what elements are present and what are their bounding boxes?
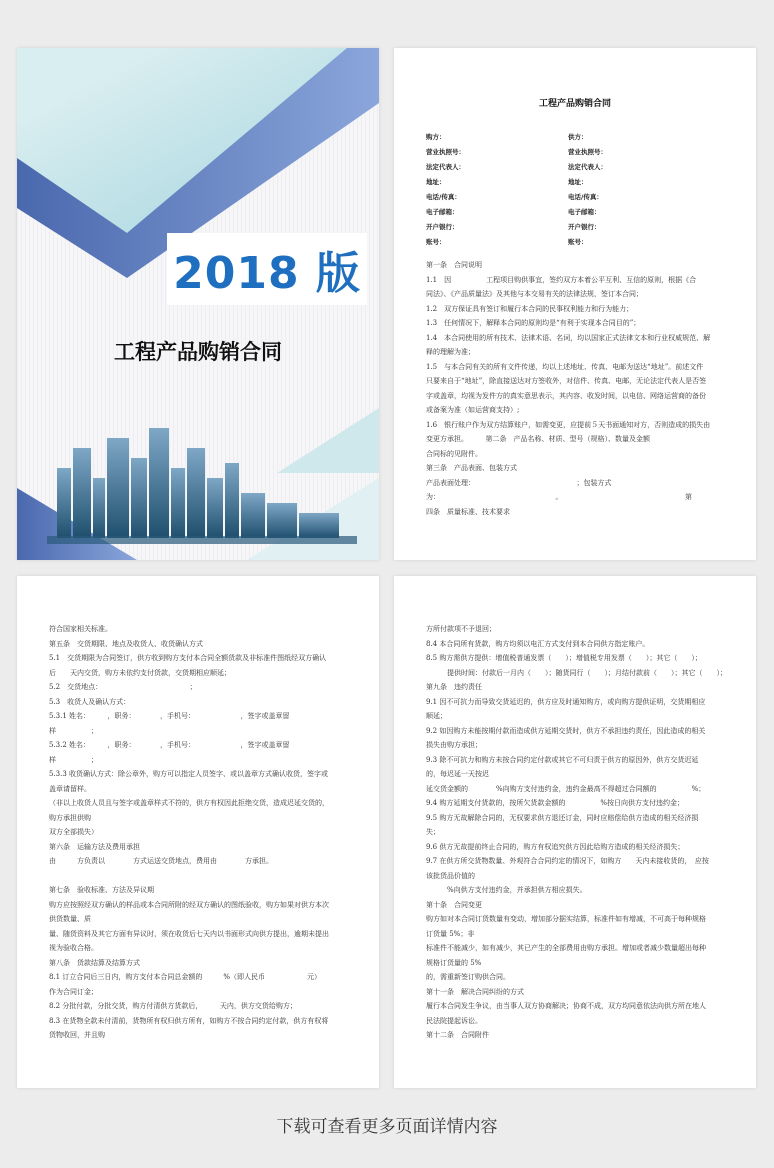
contract-text-line: 8.4 本合同所有货款，购方均须以电汇方式支付到本合同供方指定账户。 <box>426 639 650 648</box>
contract-text-line: 的，需重新签订购供合同。 <box>426 973 510 981</box>
party-info-row <box>426 130 726 145</box>
buyer-field-label: 电话/传真： <box>426 193 461 201</box>
buyer-field-label: 地址： <box>426 178 446 186</box>
contract-text-line: 供货数量、质 <box>49 915 91 923</box>
contract-text-line: 1.6 银行账户作为双方结算账户，如需变更，应提前５天书面通知对方，否则造成的损失由 <box>426 420 711 429</box>
seller-field-label: 法定代表人： <box>568 163 607 171</box>
contract-text-line: 顺延； <box>426 712 447 720</box>
contract-text-line: 购方如对本合同订货数量有变动，增加部分据实结算，标准件如有增减，不可高于每种规格 <box>426 915 706 923</box>
buyer-field-label: 法定代表人： <box>426 163 465 171</box>
contract-text-line: 由 方负责以 方式运送交货地点，费用由 方承担。 <box>49 857 273 865</box>
contract-text-line: 方所付款项不予退回； <box>426 625 496 633</box>
contract-text-line: 释的理解为准； <box>426 348 475 356</box>
document-page-1 <box>394 48 756 560</box>
contract-text-line: 5.2 交货地点： ； <box>49 683 197 691</box>
contract-text-line: 第十一条 解决合同纠纷的方式 <box>426 987 524 996</box>
contract-text-line: 第六条 运输方法及费用承担 <box>49 842 140 851</box>
contract-text-line: 第九条 违约责任 <box>426 683 482 691</box>
contract-text-line: 第八条 货款结算及结算方式 <box>49 958 140 967</box>
contract-text-line: 产品表面处理： ；包装方式 <box>426 478 612 487</box>
contract-text-line: 损失由购方承担； <box>426 741 482 749</box>
contract-text-line: 第十二条 合同附件 <box>426 1031 489 1039</box>
seller-field-label: 电子邮箱： <box>568 208 601 216</box>
buyer-field-label: 购方： <box>426 133 446 141</box>
contract-text-line: 同法》、《产品质量法》及其他与本交易有关的法律法规，签订本合同； <box>426 290 643 298</box>
contract-text-line: 9.7 在供方所交货物数量、外观符合合同约定的情况下，如购方 天内未接收货的， 应按 <box>426 857 709 865</box>
contract-text-line: 9.1 因不可抗力而导致交货延迟的，供方应及时通知购方，或向购方提供证明，交货期相应 <box>426 697 706 706</box>
contract-text-line: 或备案为准（如运营商支持）; <box>426 406 520 414</box>
contract-title: 工程产品购销合同 <box>538 99 611 109</box>
contract-text-line: 订货量 5%；非 <box>426 929 475 938</box>
cover-year: 2018 版 <box>173 248 361 299</box>
contract-text-line: 9.4 购方延期支付货款的，按所欠货款金额的 %按日向供方支付违约金； <box>426 799 685 807</box>
contract-text-line: 1.4 本合同使用的所有技术、法律术语、名词，均以国家正式法律文本和行业权威规范、解 <box>426 333 711 342</box>
contract-text-line: 8.3 在货物全款未付清前，货物所有权归供方所有，如购方不按合同约定付款，供方有权将 <box>49 1016 329 1025</box>
contract-text-line: 5.3.2 姓名： ，职务： ，手机号： ，签字或盖章留 <box>49 741 290 749</box>
contract-text-line: 变更方承担。 第二条 产品名称、材质、型号（规格）、数量及金额 <box>426 435 650 443</box>
contract-text-line: 该批货品价值的 <box>426 871 475 880</box>
contract-text-line: 的，每迟延一天按迟 <box>426 770 489 778</box>
contract-text-line: 9.3 除不可抗力和购方未按合同约定付款或其它不可归责于供方的原因外，供方交货迟延 <box>426 755 699 764</box>
contract-text-line: 1.5 与本合同有关的所有文件传递，均以上述地址、传真、电邮为送达“地址”。前述文件 <box>426 362 704 371</box>
contract-text-line: %向供方支付违约金，并承担供方相应损失。 <box>426 886 587 894</box>
contract-text-line: 1.3 任何情况下，解释本合同的原则均是“有利于实现本合同目的”； <box>426 319 641 327</box>
cover-page <box>17 48 379 560</box>
contract-text-line: 8.2 分批付款，分批交货，购方付清供方货款后， 天内，供方交货给购方； <box>49 1002 297 1010</box>
contract-text-line: 盖章请留样。 <box>49 784 91 793</box>
contract-text-line: 购方承担供购 <box>49 813 91 822</box>
contract-text-line: 四条 质量标准、技术要求 <box>426 507 510 516</box>
contract-text-line: 为： 。 第 <box>426 493 692 501</box>
contract-text-line: 样 ； <box>49 726 98 735</box>
contract-text-line: 8.5 购方需供方提供：增值税普通发票（ ）；增值税专用发票（ ）；其它（ ）； <box>426 654 702 662</box>
contract-text-line: 符合国家相关标准。 <box>49 625 112 633</box>
contract-text-line: 5.3.1 姓名： ，职务： ，手机号： ，签字或盖章留 <box>49 712 290 720</box>
party-info-row <box>426 235 726 250</box>
contract-text-line: 作为合同订金； <box>49 987 98 996</box>
seller-field-label: 电话/传真： <box>568 193 603 201</box>
seller-field-label: 地址： <box>568 178 588 186</box>
contract-text-line: 1.1 因 工程项目购供事宜，签约双方本着公平互利、互信的原则，根据《合 <box>426 275 697 284</box>
party-info-row <box>426 190 726 205</box>
download-hint: 下载可查看更多页面详情内容 <box>276 1117 498 1137</box>
contract-text-line: 提供时间：付款后一月内（ ）；随货同行（ ）；月结付款前（ ）；其它（ ）； <box>426 668 727 677</box>
seller-field-label: 账号： <box>568 238 588 246</box>
contract-text-line: 9.6 供方无故提前终止合同的，购方有权追究供方因此给购方造成的相关经济损失； <box>426 842 685 851</box>
contract-text-line: 第五条 交货期限、地点及收货人、收货确认方式 <box>49 639 203 648</box>
contract-text-line: 双方全部损失） <box>49 828 98 836</box>
contract-text-page-2 <box>49 622 353 1043</box>
contract-text-line: 失； <box>426 828 440 836</box>
contract-text-line: 货物收回，并且购 <box>49 1031 105 1039</box>
party-info-row <box>426 220 726 235</box>
contract-text-line: 5.3 收货人及确认方式： <box>49 697 131 706</box>
seller-field-label: 供方： <box>568 133 588 141</box>
contract-text-line: 字或盖章，均视为发件方的真实意思表示，其内容、收发时间，以电信、网络运营商的备份 <box>426 391 706 400</box>
party-info-row <box>426 205 726 220</box>
party-info-grid <box>426 130 726 250</box>
contract-text-line: 第七条 验收标准、方法及异议期 <box>49 886 154 894</box>
buyer-field-label: 账号： <box>426 238 446 246</box>
year-box <box>167 233 367 305</box>
contract-text-line: （非以上收货人员且与签字或盖章样式不符的，供方有权因此拒绝交货，造成迟延交货的， <box>49 799 329 807</box>
contract-text-page-1 <box>426 258 730 519</box>
contract-text-line: 规格订货量的 5% <box>426 958 482 967</box>
cover-title: 工程产品购销合同 <box>114 340 282 364</box>
contract-text-line: 只要来自于“地址”，除直接送达对方签收外，对信件、传真、电邮，无论法定代表人是否签 <box>426 377 707 385</box>
contract-text-line: 1.2 双方保证具有签订和履行本合同的民事权利能力和行为能力； <box>426 304 634 313</box>
contract-text-line: 延交货金额的 %向购方支付违约金，违约金最高不得超过合同额的 %； <box>426 784 706 793</box>
buyer-field-label: 电子邮箱： <box>426 208 459 216</box>
contract-text-line: 5.1 交货期限为合同签订，供方收到购方支付本合同全额货款及非标准件图纸经双方确认 <box>49 654 327 662</box>
contract-text-line: 第一条 合同说明 <box>426 261 482 269</box>
document-page-3 <box>394 576 756 1088</box>
contract-text-page-3 <box>426 622 730 1043</box>
contract-text-line: 第十条 合同变更 <box>426 900 482 909</box>
contract-text-line: 5.3.3 收货确认方式：除公章外，购方可以指定人员签字、或以盖章方式确认收货，签字或 <box>49 770 329 778</box>
party-info-row <box>426 145 726 160</box>
contract-text-line: 样 ； <box>49 755 98 764</box>
contract-text-line: 9.5 购方无故解除合同的，无权要求供方退还订金，同时应赔偿给供方造成的相关经济损 <box>426 813 699 822</box>
buyer-field-label: 开户银行： <box>426 223 459 231</box>
contract-text-line: 履行本合同发生争议，由当事人双方协商解决；协商不成，双方均同意依法向供方所在地人 <box>426 1002 706 1010</box>
seller-field-label: 营业执照号： <box>568 148 607 156</box>
contract-text-line: 购方应按照经双方确认的样品或本合同所附的经双方确认的图纸验收，购方如果对供方本次 <box>49 900 329 909</box>
seller-field-label: 开户银行： <box>568 223 601 231</box>
contract-text-line: 量、随货资料及其它方面有异议时，须在收货后七天内以书面形式向供方提出，逾期未提出 <box>49 929 329 938</box>
party-info-row <box>426 175 726 190</box>
contract-text-line: 9.2 如因购方未能按期付款而造成供方延期交货时，供方不承担违约责任，因此造成的相关 <box>426 726 706 735</box>
party-info-row <box>426 160 726 175</box>
contract-text-line: 标准件不能减少，如有减少，其已产生的全部费用由购方承担。增加或者减少数量超出每种 <box>426 944 706 952</box>
contract-text-line: 8.1 订立合同后三日内，购方支付本合同总金额的 %（即人民币 元） <box>49 973 322 981</box>
contract-text-line: 视为验收合格。 <box>49 944 98 952</box>
contract-text-line: 合同标的见附件。 <box>426 449 482 458</box>
contract-text-line <box>49 869 353 884</box>
contract-text-line: 后 天内交货，购方未依约支付货款，交货期相应顺延； <box>49 668 231 677</box>
contract-text-line: 民法院提起诉讼。 <box>426 1016 482 1025</box>
buyer-field-label: 营业执照号： <box>426 148 465 156</box>
contract-text-line: 第三条 产品表面、包装方式 <box>426 464 517 472</box>
document-page-2 <box>17 576 379 1088</box>
